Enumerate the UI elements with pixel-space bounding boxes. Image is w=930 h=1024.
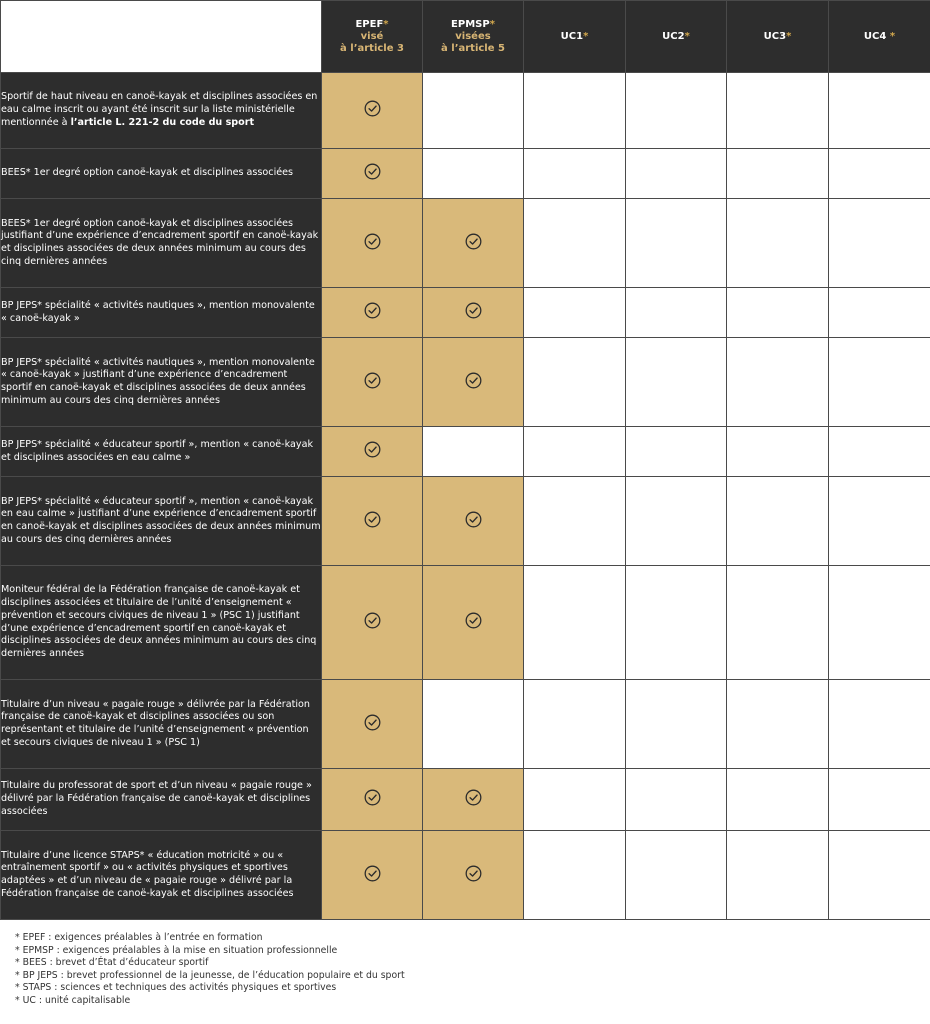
check-circle-icon [465,302,482,319]
row-label-text: BEES* 1er degré option canoë-kayak et disciplines associées justifiant d’une expérience d’encadrement sportif en canoë-kayak et disciplines associées de deux années minimum au cours des cinq dernières années [1,217,319,267]
table-cell [829,73,930,149]
column-header-uc4 [829,1,930,73]
row-label-text: BP JEPS* spécialité « éducateur sportif », mention « canoë-kayak en eau calme » justifiant d’une expérience d’encadrement sportif en canoë-kayak et disciplines associées de deux années minimum au cours des cinq dernières années [1,495,321,545]
check-circle-icon [364,789,381,806]
row-label [1,199,322,288]
table-cell [626,831,727,920]
column-header-epef [322,1,423,73]
check-circle-icon [465,865,482,882]
table-cell [626,149,727,199]
column-header-star: * [383,18,389,30]
table-cell [423,680,524,769]
check-circle-icon [465,372,482,389]
table-cell [423,73,524,149]
footnote-item: * EPEF : exigences préalables à l’entrée en formation [15,932,263,943]
check-circle-icon [364,372,381,389]
table-cell [829,680,930,769]
column-header-star: * [684,30,690,42]
table-row [1,199,930,288]
column-header-star: * [489,18,495,30]
row-label-text: BP JEPS* spécialité « éducateur sportif », mention « canoë-kayak et disciplines associées en eau calme » [1,438,314,463]
table-cell [626,566,727,680]
row-label-text: Titulaire d’une licence STAPS* « éducation motricité » ou « entraînement sportif » ou « activités physiques et sportives adaptées » et d’un niveau de « pagaie rouge » délivré par la Fédération française de canoë-kayak et disciplines associées [1,849,294,899]
column-header-sub: visées [455,30,491,42]
table-cell [727,149,829,199]
table-cell [626,338,727,427]
table-cell [423,427,524,477]
table-cell [626,427,727,477]
table-cell [524,831,626,920]
table-cell [829,288,930,338]
table-cell [829,477,930,566]
table-cell [524,680,626,769]
column-header-star: * [583,30,589,42]
table-cell [524,149,626,199]
check-circle-icon [364,714,381,731]
table-cell [829,149,930,199]
table-row [1,831,930,920]
table-cell [524,288,626,338]
table-row [1,73,930,149]
row-label [1,427,322,477]
check-circle-icon [364,302,381,319]
table-cell [423,199,524,288]
table-cell [322,566,423,680]
check-circle-icon [364,233,381,250]
table-cell [423,769,524,831]
column-header-name: UC3 [763,30,787,42]
column-header-star: * [786,30,792,42]
table-row [1,769,930,831]
check-circle-icon [364,865,381,882]
row-label [1,288,322,338]
check-circle-icon [364,100,381,117]
table-cell [727,566,829,680]
table-cell [626,769,727,831]
table-cell [322,680,423,769]
row-label [1,73,322,149]
check-circle-icon [364,511,381,528]
row-label-text: Titulaire du professorat de sport et d’un niveau « pagaie rouge » délivré par la Fédération française de canoë-kayak et disciplines associées [1,780,312,817]
row-label [1,149,322,199]
table-row [1,477,930,566]
table-cell [524,769,626,831]
table-cell [322,427,423,477]
table-cell [727,769,829,831]
table-cell [423,338,524,427]
table-cell [727,288,829,338]
table-row [1,338,930,427]
column-header-name: EPMSP [451,18,490,30]
footnote-item: * STAPS : sciences et techniques des activités physiques et sportives [15,982,337,993]
table-cell [727,338,829,427]
table-cell [524,427,626,477]
row-label-text: BP JEPS* spécialité « activités nautiques », mention monovalente « canoë-kayak » justifiant d’une expérience d’encadrement sportif en canoë-kayak et disciplines associées de deux années minimum au cours des cinq dernières années [1,356,315,406]
row-label-text: Sportif de haut niveau en canoë-kayak et disciplines associées en eau calme inscrit ou ayant été inscrit sur la liste ministérielle mentionnée à [1,91,318,128]
table-cell [626,288,727,338]
table-cell [626,477,727,566]
table-cell [829,338,930,427]
row-label [1,831,322,920]
table-cell [322,288,423,338]
footnote-item: * EPMSP : exigences préalables à la mise en situation professionnelle [15,944,338,956]
column-header-sub: à l’article 5 [441,42,505,54]
table-cell [829,769,930,831]
column-header-name: UC4 [863,30,887,42]
table-cell [727,199,829,288]
header-corner [1,1,322,73]
table-cell [524,477,626,566]
column-header-name: UC2 [662,30,685,42]
table-cell [524,73,626,149]
header-row [1,1,930,73]
table-cell [829,831,930,920]
table-cell [322,338,423,427]
table-cell [524,199,626,288]
table-cell [322,477,423,566]
table-cell [626,73,727,149]
column-header-uc3 [727,1,829,73]
row-label [1,566,322,680]
table-row [1,149,930,199]
table-row [1,427,930,477]
footnote-item: * BP JEPS : brevet professionnel de la jeunesse, de l’éducation populaire et du sport [15,969,405,981]
table-row [1,566,930,680]
check-circle-icon [465,789,482,806]
table-cell [322,149,423,199]
column-header-name: EPEF [355,18,384,30]
row-label [1,477,322,566]
table-cell [423,288,524,338]
column-header-epmsp [423,1,524,73]
table-cell [322,769,423,831]
column-header-uc1 [524,1,626,73]
table-row [1,680,930,769]
column-header-uc2 [626,1,727,73]
table-cell [727,680,829,769]
row-label-text: Titulaire d’un niveau « pagaie rouge » délivrée par la Fédération française de canoë-kayak et disciplines associées ou son représentant et titulaire de l’unité d’enseignement « prévention et secours civiques de niveau 1 » (PSC 1) [1,698,311,748]
table-cell [626,680,727,769]
table-cell [626,199,727,288]
column-header-sub: visé [360,30,384,42]
table-row [1,288,930,338]
row-label-bold: l’article L. 221-2 du code du sport [70,116,255,128]
table-cell [727,477,829,566]
table-cell [727,427,829,477]
column-header-sub: à l’article 3 [340,42,404,54]
table-cell [829,566,930,680]
footnote-item: * UC : unité capitalisable [15,994,131,1006]
check-circle-icon [364,163,381,180]
column-header-name: UC1 [560,30,584,42]
table-cell [322,73,423,149]
table-cell [322,831,423,920]
table-cell [524,338,626,427]
column-header-star: * [886,30,896,42]
check-circle-icon [465,233,482,250]
row-label [1,338,322,427]
table-cell [423,477,524,566]
footnotes [15,932,405,1007]
row-label-text: BEES* 1er degré option canoë-kayak et disciplines associées [1,167,294,179]
check-circle-icon [364,441,381,458]
table-cell [727,73,829,149]
table-cell [524,566,626,680]
row-label [1,769,322,831]
row-label-text: BP JEPS* spécialité « activités nautiques », mention monovalente « canoë-kayak » [1,299,315,324]
row-label [1,680,322,769]
row-label-text: Moniteur fédéral de la Fédération française de canoë-kayak et disciplines associées et titulaire de l’unité d’enseignement « prévention et secours civiques de niveau 1 » (PSC 1) justifiant d’une expérience d’encadrement sportif en canoë-kayak et disciplines associées de deux années minimum au cours des cinq dernières années [1,584,317,659]
table-cell [423,831,524,920]
check-circle-icon [364,612,381,629]
check-circle-icon [465,511,482,528]
check-circle-icon [465,612,482,629]
table-body [1,73,930,920]
table-cell [423,566,524,680]
footnote-item: * BEES : brevet d’État d’éducateur sportif [15,957,209,968]
table-cell [322,199,423,288]
table-cell [423,149,524,199]
table-cell [829,199,930,288]
table-cell [829,427,930,477]
table-cell [727,831,829,920]
